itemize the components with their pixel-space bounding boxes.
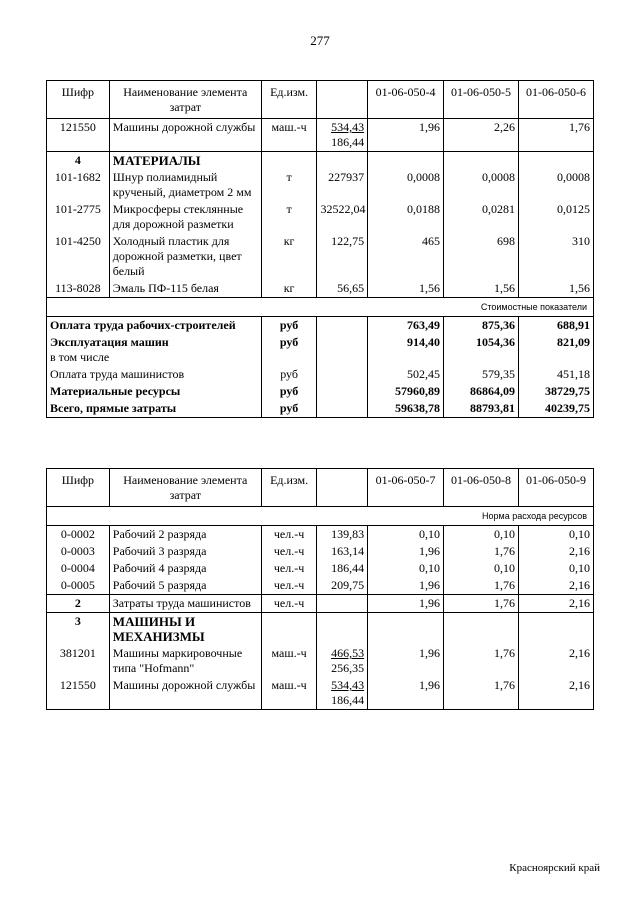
- row-value-1: 1,96: [368, 595, 444, 613]
- band-label: Норма расхода ресурсов: [47, 507, 594, 526]
- header-price: [317, 81, 368, 119]
- row-price: 56,65: [317, 280, 368, 298]
- row-unit: маш.-ч: [261, 119, 317, 152]
- row-value-2: 1,76: [444, 645, 519, 677]
- header-unit: Ед.изм.: [261, 81, 317, 119]
- row-name: Микросферы стеклянные для дорожной разметки: [109, 201, 261, 233]
- row-unit: чел.-ч: [261, 543, 317, 560]
- table-row: [47, 526, 594, 544]
- row-price: [317, 595, 368, 613]
- price-bottom: 186,44: [331, 693, 365, 707]
- resource-table-1: [46, 80, 594, 418]
- row-value-2: 2,26: [444, 119, 519, 152]
- row-value-2: 1,76: [444, 543, 519, 560]
- summary-name-cell: [47, 334, 262, 366]
- summary-value-1: 763,49: [368, 317, 444, 335]
- summary-name: Всего, прямые затраты: [47, 400, 262, 418]
- price-top: 466,53: [331, 646, 365, 660]
- row-value-3: 2,16: [519, 595, 594, 613]
- section-title: МАТЕРИАЛЫ: [109, 152, 261, 170]
- summary-unit: руб: [261, 400, 317, 418]
- summary-value-1: 57960,89: [368, 383, 444, 400]
- summary-name: Эксплуатация машин: [50, 335, 169, 349]
- row-value-1: 1,96: [368, 119, 444, 152]
- section-code: 4: [47, 152, 110, 170]
- row-value-1: 0,0008: [368, 169, 444, 201]
- row-price: 227937: [317, 169, 368, 201]
- row-price: 122,75: [317, 233, 368, 280]
- row-code: 113-8028: [47, 280, 110, 298]
- row-value-1: 465: [368, 233, 444, 280]
- page-number: 277: [310, 33, 330, 48]
- section-code: 3: [47, 613, 110, 646]
- summary-value-2: 86864,09: [444, 383, 519, 400]
- header-col-3: 01-06-050-6: [519, 81, 594, 119]
- row-code: 121550: [47, 119, 110, 152]
- row-value-1: 1,96: [368, 543, 444, 560]
- row-value-1: 1,96: [368, 645, 444, 677]
- header-name: Наименование элемента затрат: [109, 81, 261, 119]
- row-code: 101-2775: [47, 201, 110, 233]
- band-row: [47, 298, 594, 317]
- row-unit: т: [261, 201, 317, 233]
- row-code: 0-0002: [47, 526, 110, 544]
- section-row: [47, 152, 594, 170]
- section-row: [47, 595, 594, 613]
- row-unit: чел.-ч: [261, 560, 317, 577]
- summary-value-3: 451,18: [519, 366, 594, 383]
- row-name: Шнур полиамидный крученый, диаметром 2 мм: [109, 169, 261, 201]
- summary-value-2: 88793,81: [444, 400, 519, 418]
- header-price: [317, 469, 368, 507]
- row-code: 0-0003: [47, 543, 110, 560]
- summary-row: [47, 334, 594, 366]
- row-value-3: 0,10: [519, 560, 594, 577]
- row-value-2: 0,10: [444, 560, 519, 577]
- row-name: Машины маркировочные типа "Hofmann": [109, 645, 261, 677]
- row-unit: чел.-ч: [261, 595, 317, 613]
- row-name: Эмаль ПФ-115 белая: [109, 280, 261, 298]
- summary-value-3: 38729,75: [519, 383, 594, 400]
- row-value-2: 698: [444, 233, 519, 280]
- footer-region: Красноярский край: [509, 862, 600, 874]
- row-unit: чел.-ч: [261, 526, 317, 544]
- summary-row: [47, 317, 594, 335]
- table-row: [47, 560, 594, 577]
- price-bottom: 256,35: [331, 661, 365, 675]
- row-value-1: 0,10: [368, 526, 444, 544]
- row-unit: кг: [261, 233, 317, 280]
- row-price: 163,14: [317, 543, 368, 560]
- table-header: [47, 81, 594, 119]
- table-header: [47, 469, 594, 507]
- row-price: 209,75: [317, 577, 368, 595]
- row-value-1: 1,56: [368, 280, 444, 298]
- row-name: Машины дорожной службы: [109, 119, 261, 152]
- summary-value-1: 502,45: [368, 366, 444, 383]
- row-value-2: 0,0008: [444, 169, 519, 201]
- row-code: 101-4250: [47, 233, 110, 280]
- row-name: Рабочий 5 разряда: [109, 577, 261, 595]
- row-value-3: 1,56: [519, 280, 594, 298]
- summary-value-1: 59638,78: [368, 400, 444, 418]
- price-top: 534,43: [331, 120, 365, 134]
- table-row: [47, 201, 594, 233]
- row-code: 0-0005: [47, 577, 110, 595]
- table-row: [47, 645, 594, 677]
- row-name: Рабочий 4 разряда: [109, 560, 261, 577]
- row-value-3: 2,16: [519, 645, 594, 677]
- row-value-3: 2,16: [519, 677, 594, 710]
- summary-sub: в том числе: [50, 350, 110, 364]
- header-unit: Ед.изм.: [261, 469, 317, 507]
- row-value-2: 1,76: [444, 595, 519, 613]
- row-code: 381201: [47, 645, 110, 677]
- row-value-3: 1,76: [519, 119, 594, 152]
- header-name: Наименование элемента затрат: [109, 469, 261, 507]
- header-col-2: 01-06-050-8: [444, 469, 519, 507]
- row-value-2: 0,0281: [444, 201, 519, 233]
- summary-unit: руб: [261, 334, 317, 366]
- row-value-3: 0,0125: [519, 201, 594, 233]
- section-title: МАШИНЫ И МЕХАНИЗМЫ: [109, 613, 261, 646]
- summary-value-1: 914,40: [368, 334, 444, 366]
- table-row: [47, 119, 594, 152]
- row-unit: т: [261, 169, 317, 201]
- table-row: [47, 169, 594, 201]
- header-col-3: 01-06-050-9: [519, 469, 594, 507]
- row-value-2: 1,76: [444, 577, 519, 595]
- row-unit: маш.-ч: [261, 677, 317, 710]
- header-col-2: 01-06-050-5: [444, 81, 519, 119]
- row-price: 139,83: [317, 526, 368, 544]
- summary-row: [47, 383, 594, 400]
- summary-row: [47, 366, 594, 383]
- row-price: [317, 677, 368, 710]
- row-name: Затраты труда машинистов: [109, 595, 261, 613]
- row-value-1: 0,0188: [368, 201, 444, 233]
- summary-name: Материальные ресурсы: [47, 383, 262, 400]
- row-price: 32522,04: [317, 201, 368, 233]
- row-value-2: 1,56: [444, 280, 519, 298]
- row-code: 121550: [47, 677, 110, 710]
- summary-value-2: 579,35: [444, 366, 519, 383]
- table-row: [47, 280, 594, 298]
- summary-unit: руб: [261, 383, 317, 400]
- row-name: Рабочий 3 разряда: [109, 543, 261, 560]
- row-value-2: 1,76: [444, 677, 519, 710]
- row-price: [317, 645, 368, 677]
- row-value-3: 0,0008: [519, 169, 594, 201]
- row-price: 186,44: [317, 560, 368, 577]
- section-row: [47, 613, 594, 646]
- row-code: 101-1682: [47, 169, 110, 201]
- header-col-1: 01-06-050-7: [368, 469, 444, 507]
- summary-value-2: 875,36: [444, 317, 519, 335]
- price-top: 534,43: [331, 678, 365, 692]
- summary-value-3: 688,91: [519, 317, 594, 335]
- summary-unit: руб: [261, 317, 317, 335]
- row-value-2: 0,10: [444, 526, 519, 544]
- row-code: 0-0004: [47, 560, 110, 577]
- summary-value-3: 40239,75: [519, 400, 594, 418]
- row-value-3: 0,10: [519, 526, 594, 544]
- band-row: [47, 507, 594, 526]
- row-unit: маш.-ч: [261, 645, 317, 677]
- table-row: [47, 677, 594, 710]
- resource-table-2: [46, 468, 594, 710]
- row-price: [317, 119, 368, 152]
- header-col-1: 01-06-050-4: [368, 81, 444, 119]
- summary-unit: руб: [261, 366, 317, 383]
- price-bottom: 186,44: [331, 135, 365, 149]
- row-unit: кг: [261, 280, 317, 298]
- header-code: Шифр: [47, 469, 110, 507]
- header-code: Шифр: [47, 81, 110, 119]
- table-row: [47, 577, 594, 595]
- summary-value-3: 821,09: [519, 334, 594, 366]
- summary-name: Оплата труда машинистов: [47, 366, 262, 383]
- row-value-1: 1,96: [368, 577, 444, 595]
- row-unit: чел.-ч: [261, 577, 317, 595]
- section-code: 2: [47, 595, 110, 613]
- row-name: Холодный пластик для дорожной разметки, цвет белый: [109, 233, 261, 280]
- row-value-1: 1,96: [368, 677, 444, 710]
- row-name: Рабочий 2 разряда: [109, 526, 261, 544]
- band-label: Стоимостные показатели: [47, 298, 594, 317]
- table-row: [47, 233, 594, 280]
- table-row: [47, 543, 594, 560]
- summary-row: [47, 400, 594, 418]
- summary-value-2: 1054,36: [444, 334, 519, 366]
- row-name: Машины дорожной службы: [109, 677, 261, 710]
- row-value-3: 310: [519, 233, 594, 280]
- row-value-3: 2,16: [519, 543, 594, 560]
- summary-name: Оплата труда рабочих-строителей: [47, 317, 262, 335]
- row-value-3: 2,16: [519, 577, 594, 595]
- row-value-1: 0,10: [368, 560, 444, 577]
